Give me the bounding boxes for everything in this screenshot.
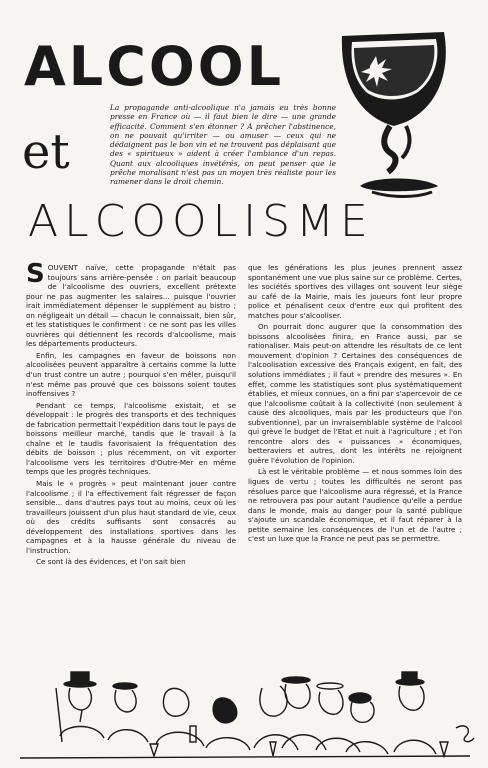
- title-alcool: ALCOOL: [24, 35, 285, 98]
- paragraph-7: On pourrait donc augurer que la consommation des boissons alcoolisées finira, en France aussi, par se rationaliser. Mais peut-on attendre les résultats de ce lent mouvement d'opinion ? Certaines des conséquences de l'alcoolisation excessive des Français exigent, en fait, des solutions immédiates ; il faut « prendre des mesures ». En effet, comme les statistiques sont plus systématiquement établies, et mieux connues, on a fini par s'apercevoir de ce que l'alcoolisme coûtait à la collectivité (non seulement à cause des alcooliques, mais par les producteurs que l'on subventionne), par un invraisemblable système de l'alcool qui grève le budget de l'Etat et nuit à l'agriculture ; et l'on rencontre alors des « puissances » économiques, betteraviers et autres, dont les intérêts ne rejoignent guère l'évolution de l'opinion.: [248, 322, 462, 465]
- article-left-column: [26, 259, 236, 567]
- paragraph-8: Là est le véritable problème — et nous sommes loin des ligues de vertu ; toutes les difficultés ne seront pas résolues parce que l'alcoolisme aura régressé, et la France ne retrouvera pas pour autant l'audience qu'elle a perdue dans le monde, mais au danger pour la santé publique s'ajoute un scandale économique, et il faut réparer à la petite semaine les conséquences de l'un et de l'autre ; c'est un luxe que la France ne peut pas se permettre.: [248, 467, 462, 544]
- paragraph-4: Mais le « progrès » peut maintenant jouer contre l'alcoolisme ; il l'a effectivement fait régresser de façon sensible... dans d'autres pays tout au moins, ceux où les travailleurs jouissent d'un plus haut standard de vie, ceux où des crédits suffisants sont consacrés au développement des installations sportives dans les campagnes et à la hausse générale du niveau de l'instruction.: [26, 479, 236, 555]
- wine-glass-illustration: [332, 26, 462, 198]
- paragraph-1: SOUVENT naïve, cette propagande n'était pas toujours sans arrière-pensée : on parlait beaucoup de l'alcoolisme des ouvriers, excellent prétexte pour ne pas augmenter les salaires... puisque l'ouvrier irait immédiatement dépenser le supplément au bistro ; on négligeait un détail — chacun le connaissait, bien sûr, et les statistiques le confirment : ce ne sont pas les villes ouvrières qui détiennent les records d'alcoolisme, mais les départements producteurs.: [26, 259, 236, 349]
- cartoon-drinkers-illustration: [0, 658, 488, 768]
- paragraph-2: Enfin, les campagnes en faveur de boissons non alcoolisées peuvent apparaître à certains comme la lutte d'un trust contre un autre ; pourquoi s'en mêler, puisqu'il n'est même pas prouvé que ces boissons soient toutes inoffensives ?: [26, 350, 236, 399]
- paragraph-3: Pendant ce temps, l'alcoolisme existait, et se développait : le progrès des transports et des techniques de fabrication permettait l'expédition dans tout le pays de boissons meilleur marché, tandis que le travail à la chaîne et le taudis favorisaient la fréquentation des débits de boisson ; plus récemment, on vit exporter l'alcoolisme vers les territoires d'Outre-Mer en même temps que les progrès techniques.: [26, 400, 236, 477]
- drop-cap: S: [26, 259, 45, 289]
- title-alcoolisme: ALCOOLISME: [28, 196, 374, 247]
- article-right-column: [248, 263, 462, 544]
- intro-paragraph: La propagande anti-alcoolique n'a jamais eu très bonne presse en France où — il faut bien le dire — une grande efficacité. Comment s'en étonner ? A prêcher l'abstinence, on ne pouvait qu'irriter — ou amuser — ceux qui ne dédaignent pas le bon vin et ne trouvent pas déplaisant que des « spiritueux » aident à créer l'ambiance d'un repas. Quant aux alcooliques invétérés, on peut penser que le prêche moralisant n'est pas un moyen très réaliste pour les ramener dans le droit chemin.: [110, 103, 336, 187]
- paragraph-5: Ce sont là des évidences, et l'on sait bien: [36, 557, 186, 567]
- title-et: et: [22, 124, 70, 180]
- paragraph-6: que les générations les plus jeunes prennent assez spontanément une vue plus saine sur ce problème. Certes, les sociétés sportives des villages ont souvent leur siège au café de la Mairie, mais les joueurs font leur propre police et pénalisent ceux d'entre eux qui profitent des matches pour s'alcooliser.: [248, 263, 462, 320]
